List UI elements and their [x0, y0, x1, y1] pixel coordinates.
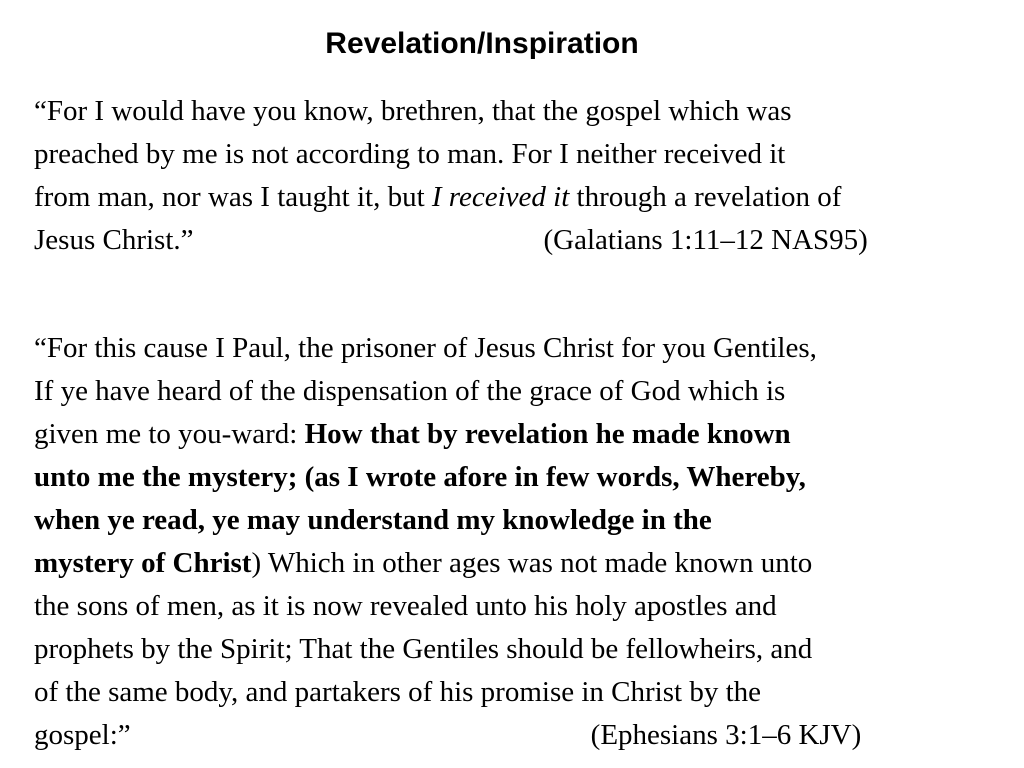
passage-line: “For this cause I Paul, the prisoner of Jesus Christ for you Gentiles, [34, 332, 817, 364]
passage-line: preached by me is not according to man. For I neither received it [34, 138, 786, 170]
bold-emphasis-line: when ye read, ye may understand my knowledge in the [34, 504, 712, 536]
scripture-reference: (Ephesians 3:1–6 KJV) [590, 719, 862, 751]
bold-emphasis-line: unto me the mystery; (as I wrote afore in few words, Whereby, [34, 461, 806, 493]
italic-emphasis: I received it [431, 181, 570, 213]
passage-text: through a revelation of [569, 181, 842, 213]
passage-line [34, 542, 994, 585]
bold-emphasis: How that by revelation he made known [304, 418, 791, 450]
ephesians-passage [34, 327, 994, 757]
galatians-passage [34, 90, 994, 262]
passage-line: the sons of men, as it is now revealed unto his holy apostles and [34, 590, 777, 622]
passage-text: ) Which in other ages was not made known unto [251, 547, 813, 579]
passage-line: If ye have heard of the dispensation of the grace of God which is [34, 375, 786, 407]
passage-line [34, 413, 994, 456]
passage-text: from man, nor was I taught it, but [34, 181, 432, 213]
passage-line: prophets by the Spirit; That the Gentiles should be fellowheirs, and [34, 633, 813, 665]
passage-text: given me to you-ward: [34, 418, 305, 450]
passage-line [34, 176, 994, 219]
passage-line [34, 219, 994, 262]
passage-text: Jesus Christ.” [34, 224, 194, 256]
scripture-reference: (Galatians 1:11–12 NAS95) [543, 224, 868, 256]
bold-emphasis: mystery of Christ [34, 547, 252, 579]
passage-line: “For I would have you know, brethren, that the gospel which was [34, 95, 792, 127]
passage-text: gospel:” [34, 719, 131, 751]
passage-line [34, 714, 994, 757]
slide-title: Revelation/Inspiration [325, 27, 639, 60]
passage-line: of the same body, and partakers of his promise in Christ by the [34, 676, 761, 708]
